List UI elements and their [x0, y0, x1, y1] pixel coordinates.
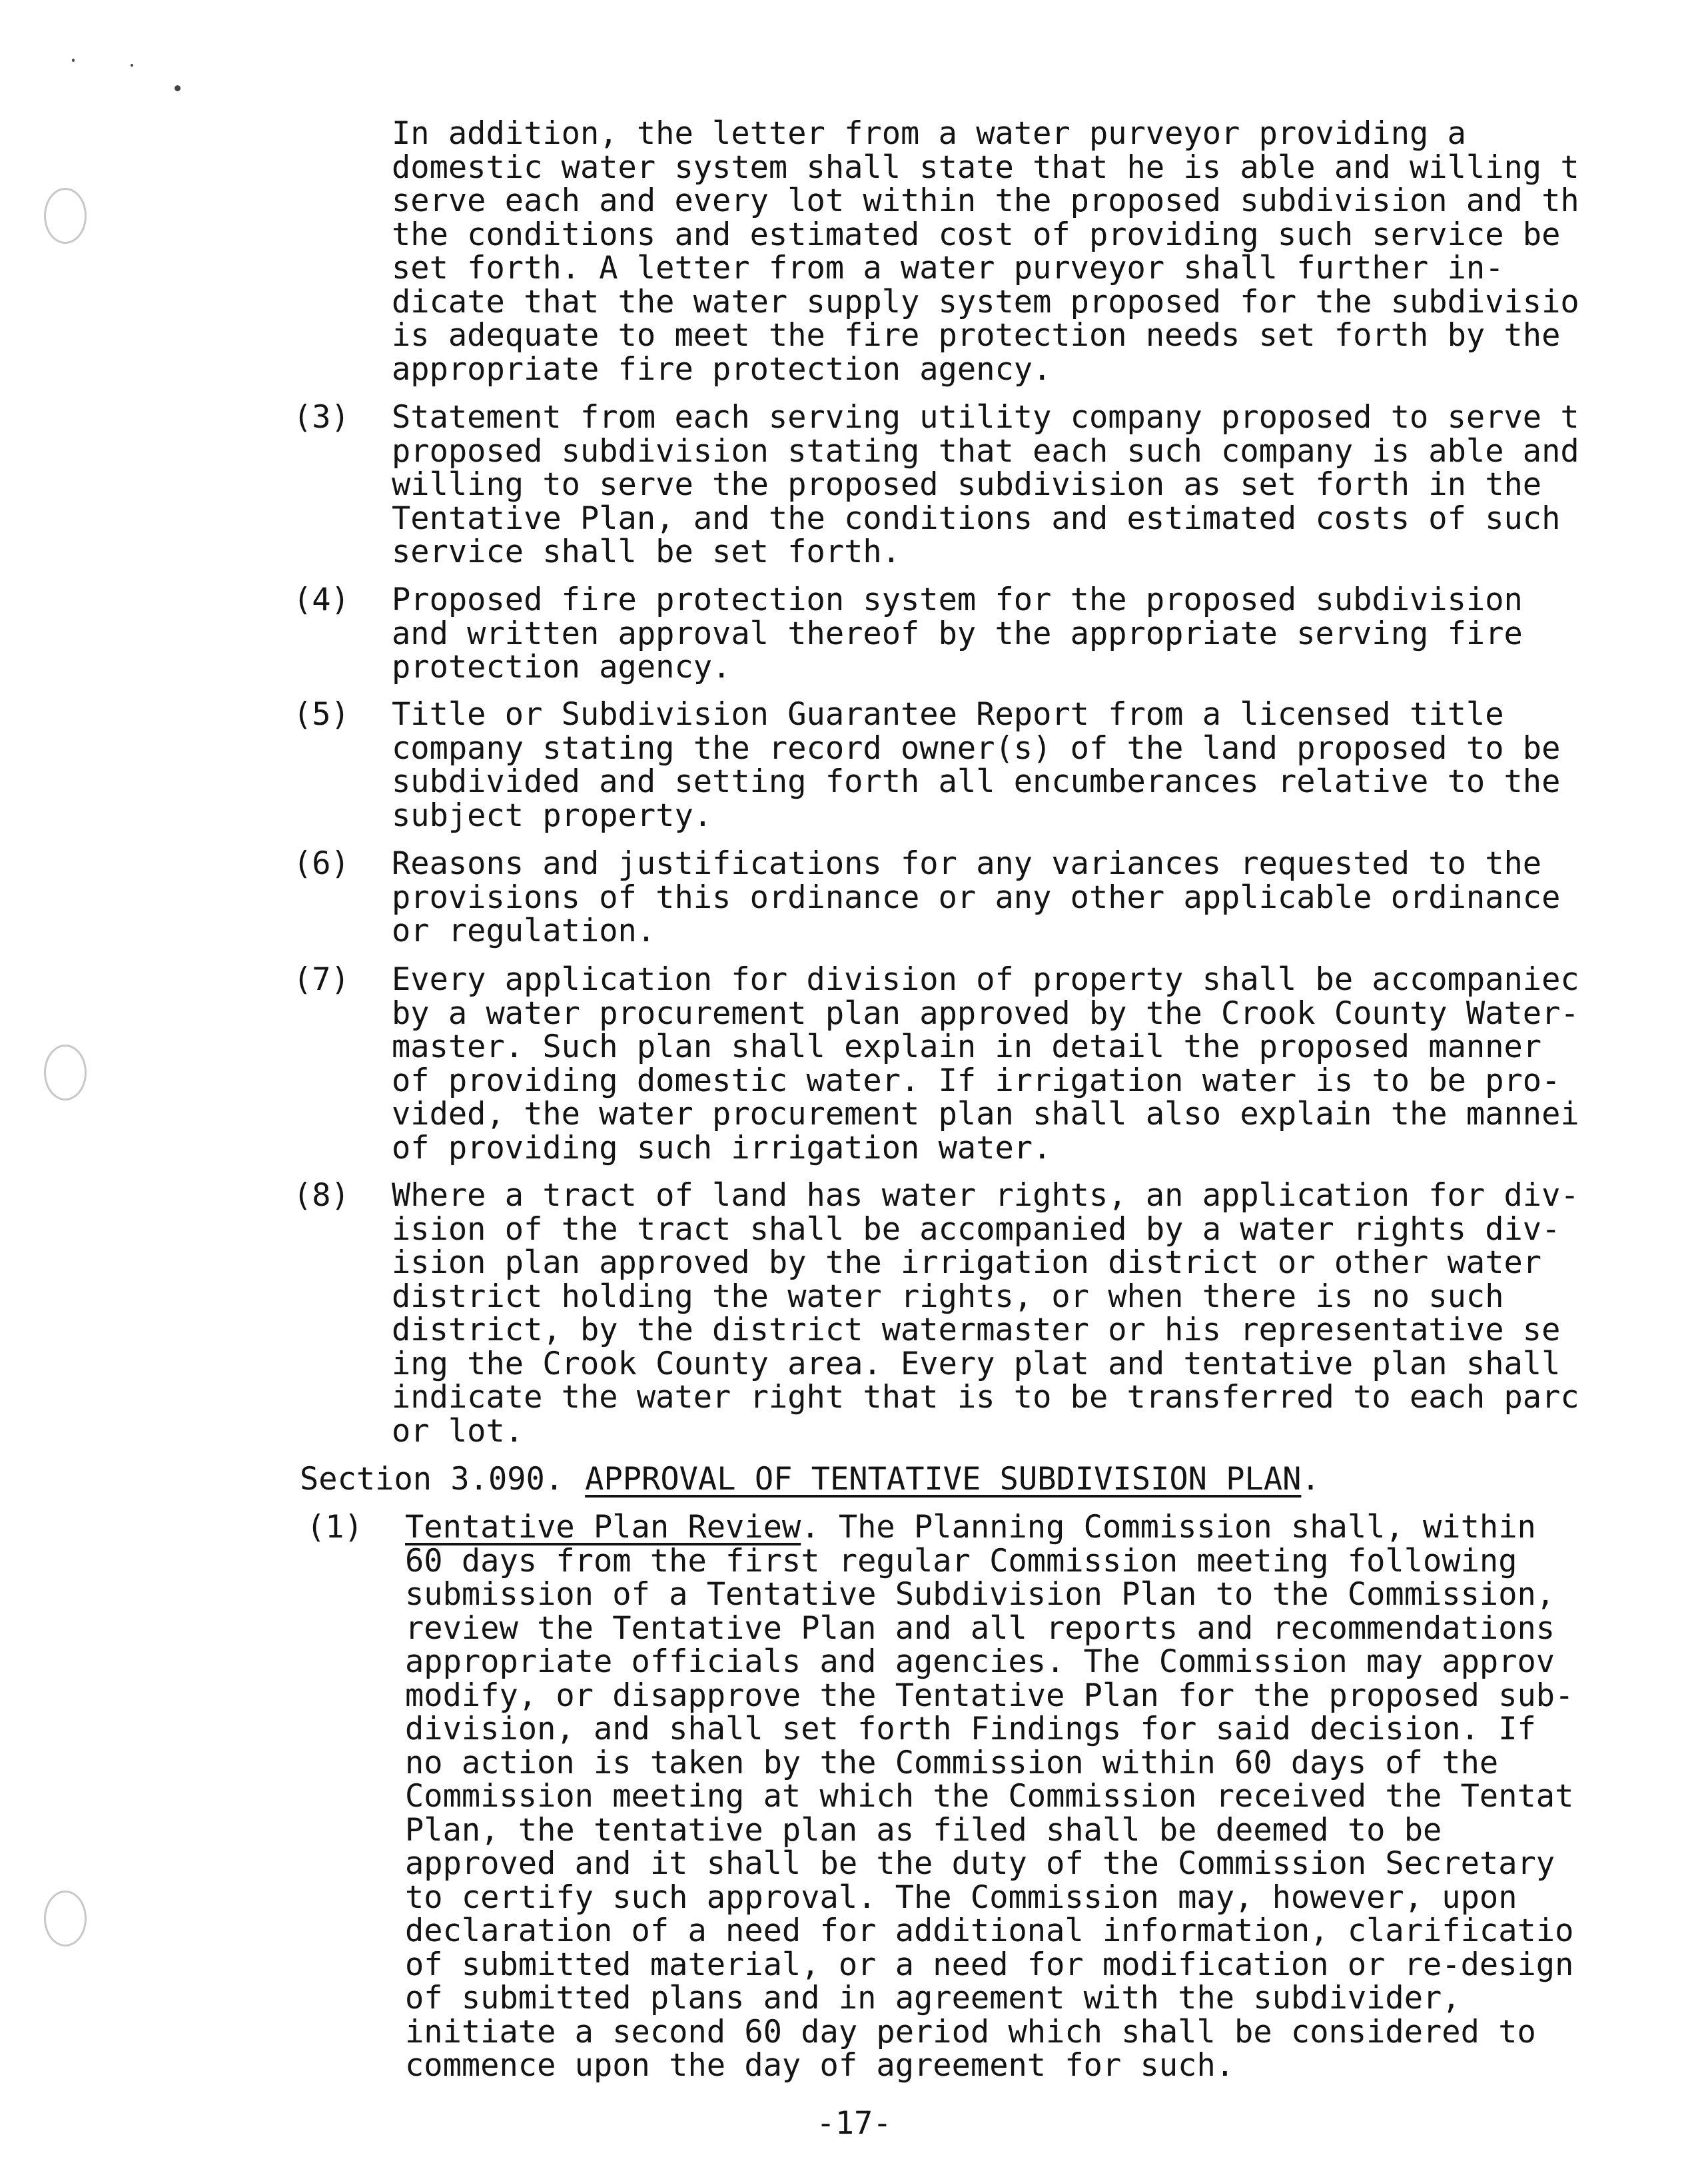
- item-text: Where a tract of land has water rights, an application for div- ision of the tract shall be accompanied by a water rights div- ision plan approved by the irrigation district or other water district holding the water rights, or when there is no such district, by the district watermaster or his representative se ing the Crook County area. Every plat and tentative plan shall indicate the water right that is to be transferred to each parc or lot.: [392, 1177, 1579, 1450]
- item-heading: Tentative Plan Review: [405, 1509, 801, 1545]
- punch-hole: [44, 1045, 87, 1100]
- punch-hole: [44, 1891, 87, 1947]
- scan-speck: [175, 85, 181, 91]
- item-text: Statement from each serving utility company proposed to serve t proposed subdivision stating that each such company is able and willing to serve the proposed subdivision as set forth in the Tentative Plan, and the conditions and estimated costs of such service shall be set forth.: [392, 399, 1579, 570]
- scan-speck: [131, 64, 133, 67]
- punch-hole: [44, 188, 87, 244]
- item-text: Title or Subdivision Guarantee Report from a licensed title company stating the record owner(s) of the land proposed to be subdivided and setting forth all encumberances relative to the subject property.: [392, 696, 1561, 834]
- item-text: Reasons and justifications for any variances requested to the provisions of this ordinance or any other applicable ordinance or regulation.: [392, 845, 1561, 949]
- section-heading: [300, 1463, 1320, 1496]
- scan-speck: [72, 59, 75, 62]
- item-number: (7): [293, 961, 350, 998]
- item-heading-period: .: [801, 1509, 820, 1545]
- section-title-period: .: [1301, 1461, 1320, 1498]
- item-number: (4): [293, 582, 350, 618]
- intro-paragraph: In addition, the letter from a water purveyor providing a domestic water system shall state that he is able and willing t serve each and every lot within the proposed subdivision and th the conditions and estimated cost of providing such service be set forth. A letter from a water purveyor shall further in- dicate that the water supply system proposed for the subdivisio is adequate to meet the fire protection needs set forth by the appropriate fire protection agency.: [392, 115, 1579, 388]
- item-text-body: 60 days from the first regular Commission meeting following submission of a Tentative Subdivision Plan to the Commission, review the Tentative Plan and all reports and recommendations appropriate officials and agencies. The Commission may approv modify, or disapprove the Tentative Plan for the proposed sub- division, and shall set forth Findings for said decision. If no action is taken by the Commission within 60 days of the Commission meeting at which the Commission received the Tentat Plan, the tentative plan as filed shall be deemed to be approved and it shall be the duty of the Commission Secretary to certify such approval. The Commission may, however, upon declaration of a need for additional information, clarificatio of submitted material, or a need for modification or re-design of submitted plans and in agreement with the subdivider, initiate a second 60 day period which shall be considered to commence upon the day of agreement for such.: [405, 1542, 1574, 2084]
- item-number: (5): [293, 696, 350, 733]
- item-text-first-line: The Planning Commission shall, within: [838, 1509, 1536, 1545]
- item-number: (6): [293, 845, 350, 882]
- section-label: Section 3.090.: [300, 1461, 564, 1498]
- section-title: APPROVAL OF TENTATIVE SUBDIVISION PLAN: [585, 1461, 1302, 1498]
- item-text: [405, 1511, 1684, 2083]
- item-number: (3): [293, 399, 350, 436]
- item-text: Proposed fire protection system for the proposed subdivision and written approval thereof by the appropriate serving fire protection agency.: [392, 582, 1523, 685]
- item-number: (8): [293, 1177, 350, 1214]
- item-number: (1): [306, 1509, 363, 1545]
- item-text: Every application for division of property shall be accompaniec by a water procurement plan approved by the Crook County Water- master. Such plan shall explain in detail the proposed manner of providing domestic water. If irrigation water is to be pro- vided, the water procurement plan shall also explain the mannei of providing such irrigation water.: [392, 961, 1579, 1166]
- page-number: -17-: [816, 2105, 892, 2142]
